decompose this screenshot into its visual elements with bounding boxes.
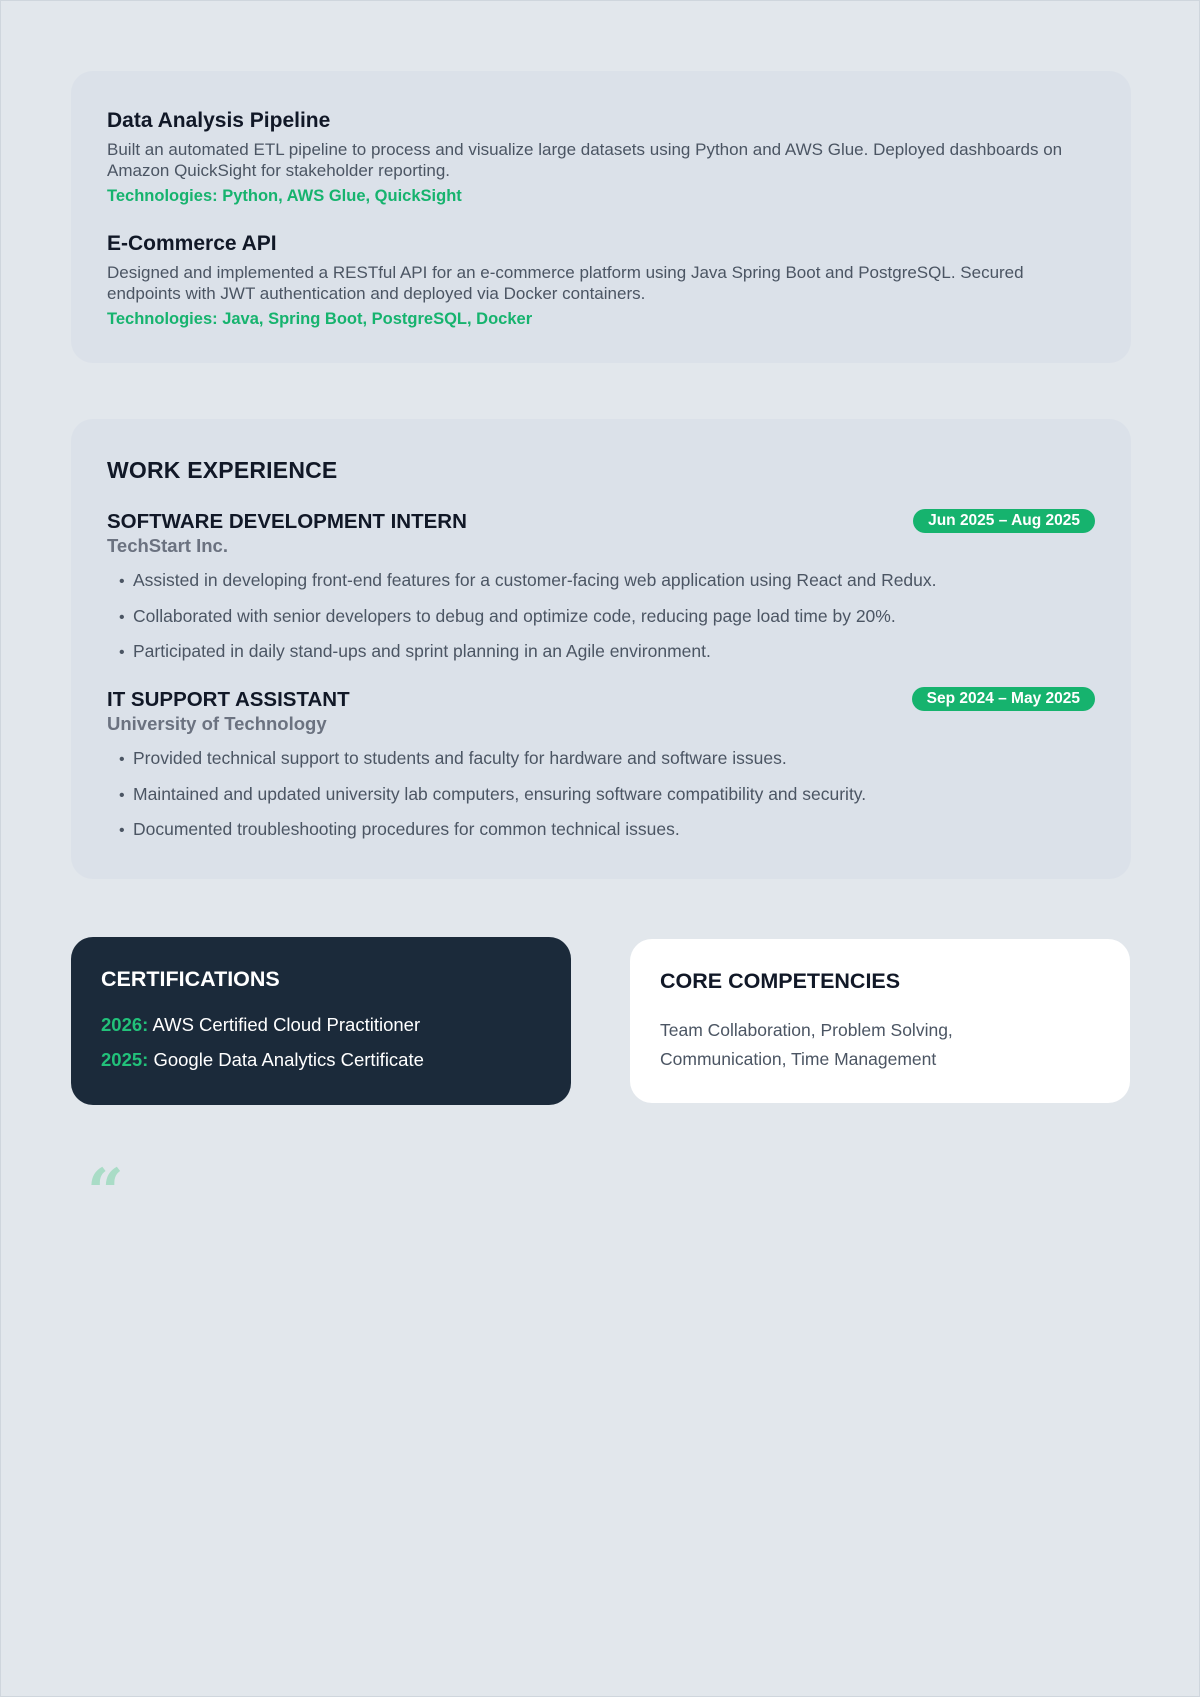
bullet-dot-icon: • bbox=[119, 751, 125, 768]
project-technologies: Technologies: Python, AWS Glue, QuickSight bbox=[107, 187, 462, 205]
project-description: Built an automated ETL pipeline to process and visualize large datasets using Python and AWS Glue. Deployed dashboards on Amazon QuickSight for stakeholder reporting. bbox=[107, 140, 1063, 180]
project-title: Data Analysis Pipeline bbox=[107, 109, 331, 132]
bullet-dot-icon: • bbox=[119, 786, 125, 804]
job-entry bbox=[107, 510, 1095, 664]
bullet-text: Documented troubleshooting procedures for common technical issues. bbox=[133, 819, 680, 839]
project-technologies: Technologies: Java, Spring Boot, PostgreSQL, Docker bbox=[107, 310, 533, 328]
projects-card bbox=[71, 71, 1131, 363]
certification-name: Google Data Analytics Certificate bbox=[153, 1049, 424, 1070]
list-item bbox=[119, 747, 1095, 771]
bullet-text: Maintained and updated university lab computers, ensuring software compatibility and security. bbox=[133, 783, 867, 804]
job-company: TechStart Inc. bbox=[107, 535, 228, 556]
bullet-text: Provided technical support to students and faculty for hardware and software issues. bbox=[133, 748, 787, 768]
certification-year: 2026: bbox=[101, 1014, 149, 1035]
section-title: CERTIFICATIONS bbox=[101, 967, 280, 991]
date-badge: Jun 2025 – Aug 2025 bbox=[913, 509, 1095, 533]
job-title: IT SUPPORT ASSISTANT bbox=[107, 688, 350, 711]
bullet-dot-icon: • bbox=[119, 573, 125, 590]
list-item bbox=[119, 605, 1095, 629]
list-item bbox=[119, 818, 1095, 842]
bullet-text: Participated in daily stand-ups and sprint planning in an Agile environment. bbox=[133, 641, 711, 661]
core-competencies-card bbox=[630, 939, 1130, 1103]
job-entry bbox=[107, 688, 1095, 842]
certification-item bbox=[101, 1014, 541, 1036]
list-item bbox=[119, 569, 1095, 593]
job-bullets bbox=[107, 747, 1095, 842]
bullet-dot-icon: • bbox=[119, 644, 125, 661]
competencies-text: Team Collaboration, Problem Solving, Communication, Time Management bbox=[660, 1020, 953, 1069]
certifications-card bbox=[71, 937, 571, 1105]
section-title: WORK EXPERIENCE bbox=[107, 457, 338, 483]
project-description: Designed and implemented a RESTful API for an e-commerce platform using Java Spring Boot and PostgreSQL. Secured endpoints with JWT authentication and deployed via Docker containers. bbox=[107, 263, 1024, 303]
certification-item bbox=[101, 1049, 541, 1071]
bullet-dot-icon: • bbox=[119, 822, 125, 839]
project-item bbox=[107, 232, 1095, 329]
certification-name: AWS Certified Cloud Practitioner bbox=[152, 1014, 421, 1035]
job-bullets bbox=[107, 569, 1095, 664]
list-item bbox=[119, 783, 1095, 807]
project-item bbox=[107, 109, 1095, 206]
job-title: SOFTWARE DEVELOPMENT INTERN bbox=[107, 510, 467, 533]
date-badge: Sep 2024 – May 2025 bbox=[912, 687, 1095, 711]
bullet-text: Assisted in developing front-end features for a customer-facing web application using React and Redux. bbox=[133, 570, 937, 590]
certification-year: 2025: bbox=[101, 1049, 149, 1070]
project-title: E-Commerce API bbox=[107, 232, 277, 255]
bullet-dot-icon: • bbox=[119, 608, 125, 626]
bullet-text: Collaborated with senior developers to debug and optimize code, reducing page load time by 20%. bbox=[133, 605, 896, 626]
section-title: CORE COMPETENCIES bbox=[660, 969, 901, 993]
work-experience-card bbox=[71, 419, 1131, 879]
quote-icon: “ bbox=[87, 1155, 124, 1230]
list-item bbox=[119, 640, 1095, 664]
job-company: University of Technology bbox=[107, 713, 327, 734]
